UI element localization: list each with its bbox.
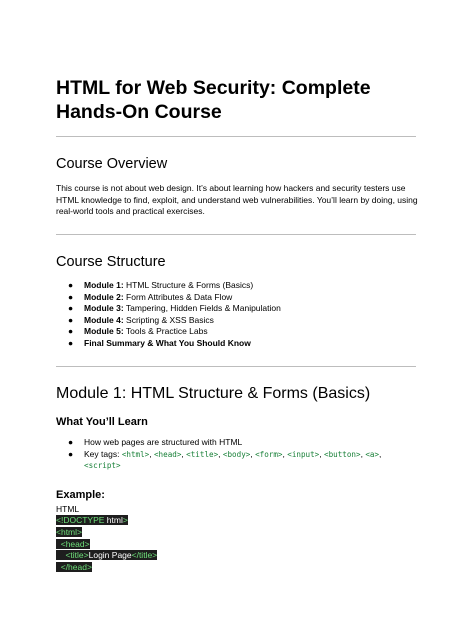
- learn-item-text: How web pages are structured with HTML: [84, 437, 243, 447]
- code-line: [56, 515, 157, 527]
- tag-code: <button>: [324, 449, 361, 459]
- code-tag: </title>: [131, 550, 158, 561]
- code-line: [56, 527, 157, 539]
- structure-list: [56, 280, 281, 350]
- bullet-icon: ●: [68, 337, 74, 348]
- code-language-label: HTML: [56, 504, 80, 514]
- code-tag: <!DOCTYPE: [56, 515, 107, 525]
- tag-code: <body>: [222, 449, 251, 459]
- module-title: Form Attributes & Data Flow: [123, 291, 233, 302]
- tag-code: <title>: [186, 449, 219, 459]
- overview-heading: Course Overview: [56, 156, 168, 172]
- code-keyword: html: [106, 515, 123, 525]
- tag-code: <a>: [365, 449, 380, 459]
- list-item: [56, 303, 281, 315]
- bullet-icon: ●: [68, 448, 74, 459]
- divider: [56, 366, 416, 367]
- code-tag: <html>: [56, 526, 82, 537]
- module-label: Final Summary & What You Should Know: [84, 337, 251, 348]
- page-title: HTML for Web Security: Complete Hands-On Course: [56, 77, 371, 123]
- code-text: Login Page: [88, 550, 132, 561]
- module-label: Module 5:: [84, 326, 124, 337]
- bullet-icon: ●: [68, 291, 74, 302]
- bullet-icon: ●: [68, 314, 74, 325]
- list-item: ● Key tags: <html>, <head>, <title>, <body>, <form>, <input>, <button>, <a>, <script>: [68, 448, 382, 471]
- module-title: Tools & Practice Labs: [123, 326, 208, 337]
- module-label: Module 1:: [84, 280, 124, 290]
- code-line: [56, 550, 157, 562]
- tag-code: <input>: [287, 449, 320, 459]
- learn-heading: What You’ll Learn: [56, 416, 148, 428]
- list-item: [56, 292, 281, 304]
- bullet-icon: ●: [68, 437, 74, 447]
- module-label: Module 2:: [84, 291, 124, 302]
- module-label: Module 3:: [84, 303, 124, 314]
- code-tag: <head>: [60, 538, 90, 549]
- overview-paragraph: This course is not about web design. It’s about learning how hackers and security testers use HTML knowledge to find, exploit, and understand web vulnerabilities. You’ll learn by doing, using real-world tools and practical exercises.: [56, 183, 418, 216]
- divider: [56, 136, 416, 137]
- divider: [56, 234, 416, 235]
- list-item: [56, 315, 281, 327]
- list-item: [56, 437, 421, 449]
- code-tag: >: [122, 515, 128, 525]
- code-tag: <title>: [65, 550, 89, 561]
- module-title: Scripting & XSS Basics: [123, 314, 214, 325]
- code-line: [56, 539, 157, 551]
- list-item: [56, 280, 281, 292]
- module-title: HTML Structure & Forms (Basics): [123, 280, 254, 290]
- tag-code: <script>: [84, 461, 121, 471]
- bullet-icon: ●: [68, 303, 74, 314]
- structure-heading: Course Structure: [56, 254, 166, 270]
- learn-list: [56, 437, 421, 472]
- bullet-icon: ●: [68, 326, 74, 337]
- tag-code: <head>: [153, 449, 182, 459]
- code-block: [56, 515, 157, 574]
- list-item: [56, 338, 281, 350]
- key-tags-label: Key tags:: [84, 448, 122, 459]
- module-label: Module 4:: [84, 314, 124, 325]
- module-title: Tampering, Hidden Fields & Manipulation: [123, 303, 281, 314]
- code-tag: </head>: [60, 562, 92, 573]
- code-line: [56, 562, 157, 574]
- tag-code: <html>: [121, 449, 150, 459]
- tag-code: <form>: [255, 449, 283, 459]
- bullet-icon: ●: [68, 280, 74, 290]
- example-heading: Example:: [56, 489, 105, 501]
- module1-heading: Module 1: HTML Structure & Forms (Basics): [56, 385, 371, 402]
- list-item: [56, 326, 281, 338]
